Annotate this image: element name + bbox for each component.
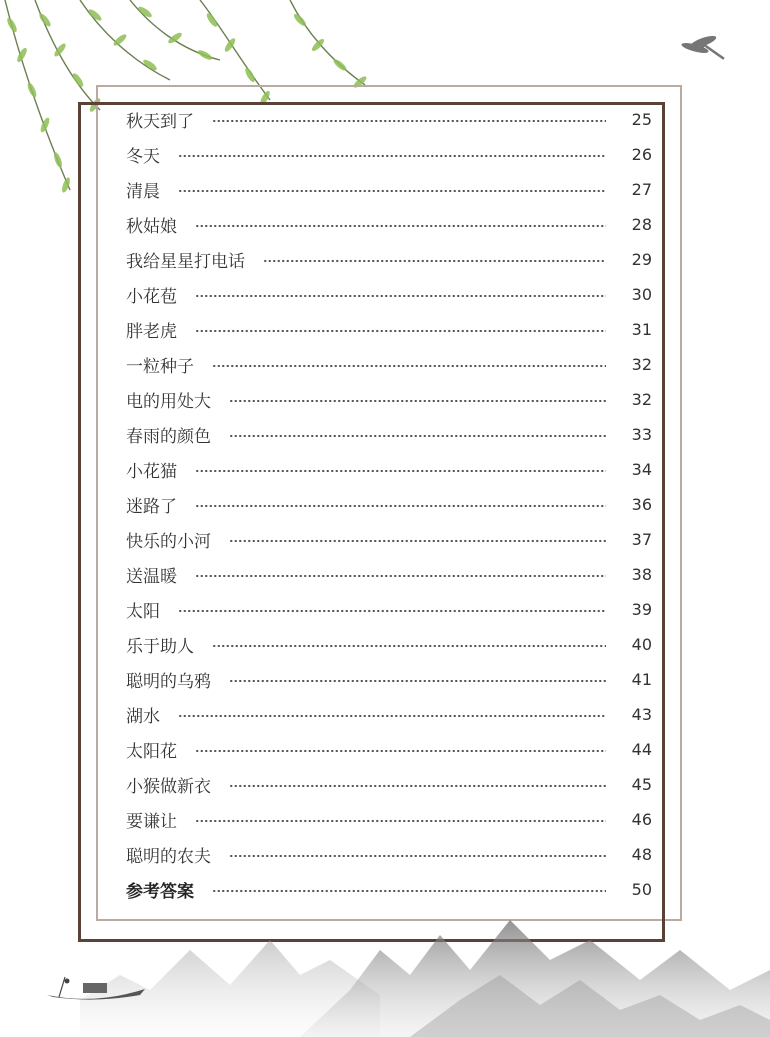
toc-entry[interactable] xyxy=(126,172,652,207)
ink-mountains-illustration xyxy=(80,880,770,1037)
toc-entry-page: 45 xyxy=(631,775,652,794)
toc-entry-page: 33 xyxy=(631,425,652,444)
toc-entry-title: 参考答案 xyxy=(126,882,194,902)
toc-entry[interactable] xyxy=(126,102,652,137)
toc-entry[interactable] xyxy=(126,452,652,487)
toc-entry-page: 40 xyxy=(631,635,652,654)
dot-leader xyxy=(229,435,606,437)
toc-entry-page: 34 xyxy=(631,460,652,479)
toc-entry-page: 41 xyxy=(631,670,652,689)
dot-leader xyxy=(212,365,606,367)
toc-entry-title: 小花苞 xyxy=(126,287,177,307)
toc-entry-page: 44 xyxy=(631,740,652,759)
toc-entry-page: 38 xyxy=(631,565,652,584)
toc-entry[interactable] xyxy=(126,487,652,522)
toc-entry-title: 冬天 xyxy=(126,147,160,167)
toc-entry-page: 37 xyxy=(631,530,652,549)
dot-leader xyxy=(195,505,606,507)
toc-entry[interactable] xyxy=(126,697,652,732)
toc-entry[interactable] xyxy=(126,662,652,697)
toc-entry-title: 迷路了 xyxy=(126,497,177,517)
dot-leader xyxy=(178,715,606,717)
dot-leader xyxy=(195,575,606,577)
dot-leader xyxy=(195,820,606,822)
dot-leader xyxy=(229,400,606,402)
toc-entry-title: 一粒种子 xyxy=(126,357,194,377)
toc-entry[interactable] xyxy=(126,522,652,557)
toc-entry-title: 电的用处大 xyxy=(126,392,211,412)
table-of-contents xyxy=(126,102,652,907)
toc-entry-page: 46 xyxy=(631,810,652,829)
toc-entry[interactable] xyxy=(126,732,652,767)
toc-entry-page: 39 xyxy=(631,600,652,619)
dot-leader xyxy=(195,330,606,332)
toc-entry[interactable] xyxy=(126,137,652,172)
toc-entry[interactable] xyxy=(126,802,652,837)
toc-entry-page: 48 xyxy=(631,845,652,864)
dot-leader xyxy=(263,260,606,262)
toc-entry-title: 湖水 xyxy=(126,707,160,727)
toc-entry[interactable] xyxy=(126,347,652,382)
toc-entry-title: 清晨 xyxy=(126,182,160,202)
toc-entry-title: 秋姑娘 xyxy=(126,217,177,237)
toc-entry-title: 小猴做新衣 xyxy=(126,777,211,797)
toc-entry[interactable] xyxy=(126,592,652,627)
toc-entry[interactable] xyxy=(126,382,652,417)
dot-leader xyxy=(195,295,606,297)
toc-entry[interactable] xyxy=(126,207,652,242)
toc-entry-title: 送温暖 xyxy=(126,567,177,587)
dot-leader xyxy=(178,610,606,612)
toc-entry-page: 28 xyxy=(631,215,652,234)
toc-entry-title: 我给星星打电话 xyxy=(126,252,245,272)
toc-entry-title: 聪明的乌鸦 xyxy=(126,672,211,692)
toc-entry[interactable] xyxy=(126,557,652,592)
toc-entry-page: 50 xyxy=(631,880,652,899)
dot-leader xyxy=(229,855,606,857)
toc-entry-title: 要谦让 xyxy=(126,812,177,832)
toc-entry-page: 29 xyxy=(631,250,652,269)
toc-entry-page: 25 xyxy=(631,110,652,129)
dot-leader xyxy=(229,540,606,542)
toc-entry[interactable] xyxy=(126,277,652,312)
dot-leader xyxy=(212,120,606,122)
toc-entry[interactable] xyxy=(126,837,652,872)
toc-entry-page: 26 xyxy=(631,145,652,164)
dot-leader xyxy=(195,750,606,752)
dot-leader xyxy=(229,785,606,787)
toc-entry-title: 太阳花 xyxy=(126,742,177,762)
boat-illustration xyxy=(45,975,155,1005)
toc-entry[interactable] xyxy=(126,312,652,347)
dot-leader xyxy=(229,680,606,682)
toc-entry[interactable] xyxy=(126,242,652,277)
dot-leader xyxy=(195,225,606,227)
toc-entry-page: 32 xyxy=(631,390,652,409)
toc-entry-title: 聪明的农夫 xyxy=(126,847,211,867)
toc-entry-title: 乐于助人 xyxy=(126,637,194,657)
toc-entry-page: 43 xyxy=(631,705,652,724)
toc-entry[interactable] xyxy=(126,767,652,802)
dot-leader xyxy=(195,470,606,472)
toc-entry[interactable] xyxy=(126,627,652,662)
toc-entry-page: 36 xyxy=(631,495,652,514)
toc-entry[interactable] xyxy=(126,417,652,452)
dot-leader xyxy=(178,190,606,192)
dragonfly-illustration xyxy=(665,18,735,68)
toc-entry-page: 31 xyxy=(631,320,652,339)
toc-entry-page: 27 xyxy=(631,180,652,199)
toc-entry-title: 太阳 xyxy=(126,602,160,622)
toc-entry-title: 春雨的颜色 xyxy=(126,427,211,447)
toc-entry-page: 32 xyxy=(631,355,652,374)
toc-entry-title: 胖老虎 xyxy=(126,322,177,342)
dot-leader xyxy=(212,645,606,647)
dot-leader xyxy=(178,155,606,157)
toc-entry-title: 快乐的小河 xyxy=(126,532,211,552)
toc-entry-page: 30 xyxy=(631,285,652,304)
toc-entry-title: 秋天到了 xyxy=(126,112,194,132)
toc-entry-title: 小花猫 xyxy=(126,462,177,482)
